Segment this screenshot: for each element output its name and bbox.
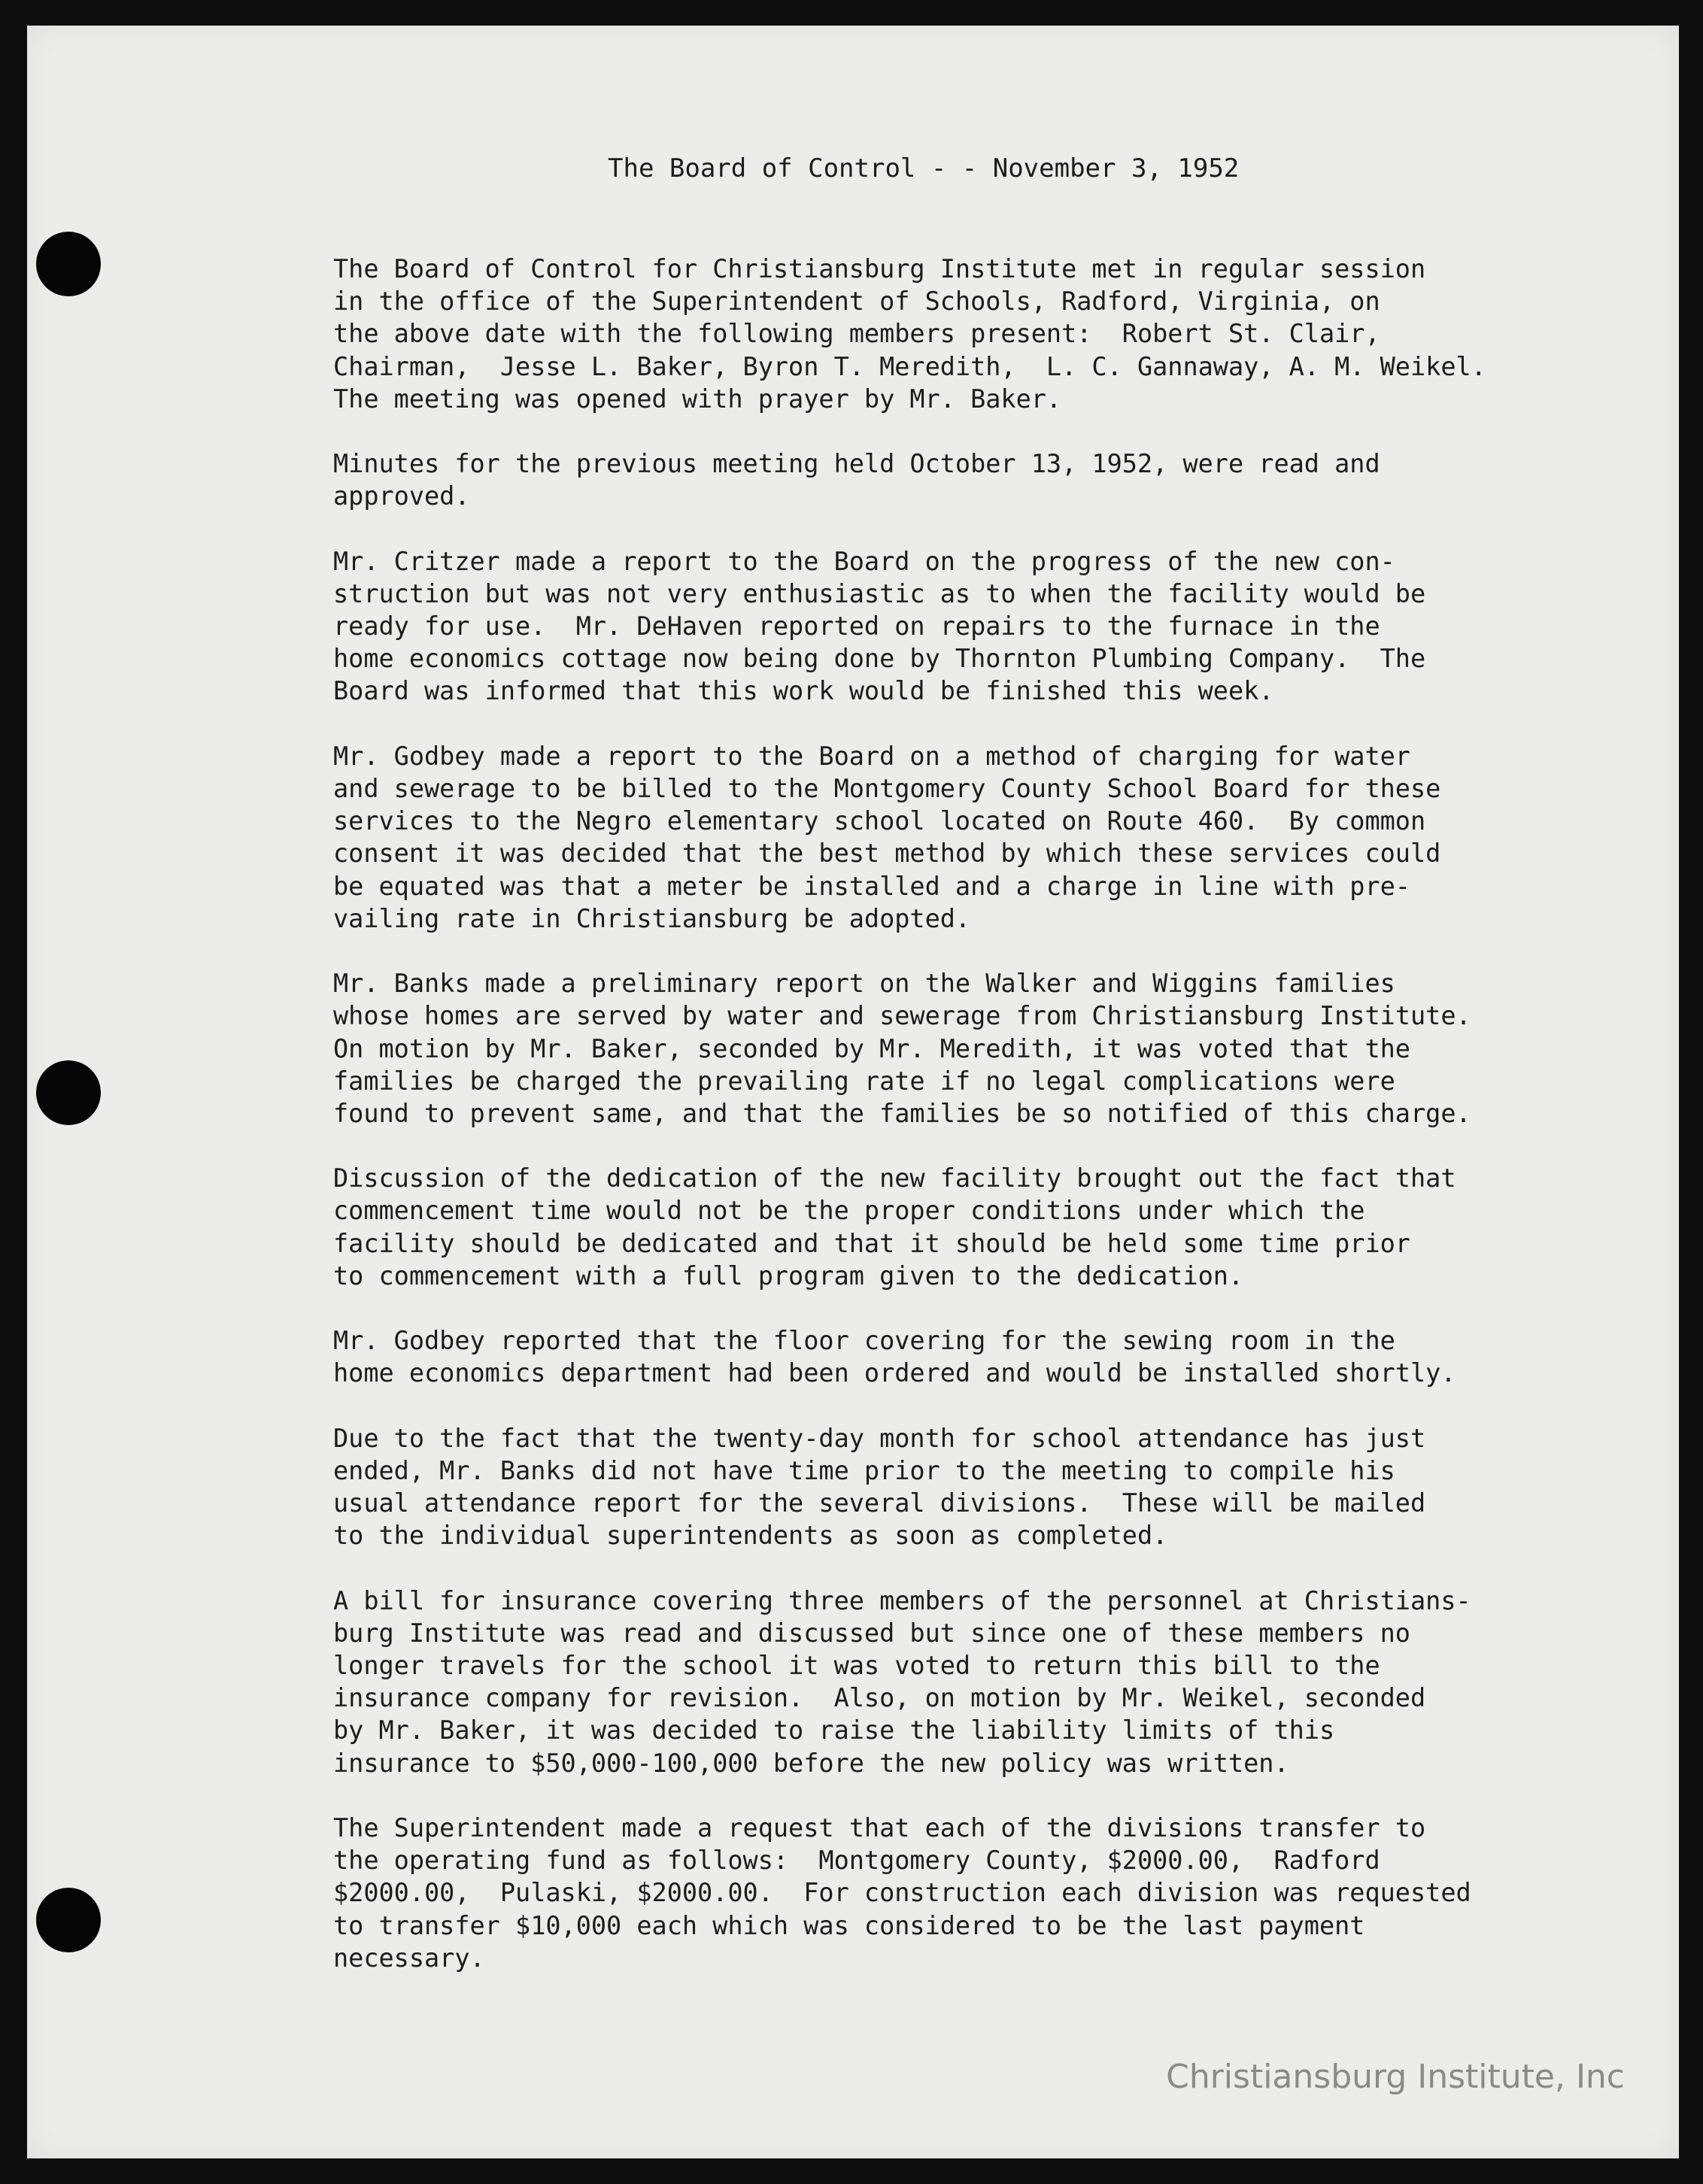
text-line: longer travels for the school it was voted to return this bill to the: [333, 1651, 1380, 1681]
text-line: The Board of Control for Christiansburg Institute met in regular session: [333, 254, 1426, 284]
text-line: Minutes for the previous meeting held October 13, 1952, were read and: [333, 449, 1380, 479]
text-line: ready for use. Mr. DeHaven reported on repairs to the furnace in the: [333, 611, 1380, 642]
text-line: in the office of the Superintendent of Schools, Radford, Virginia, on: [333, 287, 1380, 317]
text-line: Mr. Godbey reported that the floor covering for the sewing room in the: [333, 1326, 1395, 1356]
text-line: be equated was that a meter be installed and a charge in line with pre-: [333, 871, 1410, 901]
text-line: and sewerage to be billed to the Montgomery County School Board for these: [333, 774, 1441, 803]
text-line: whose homes are served by water and sewerage from Christiansburg Institute.: [333, 1001, 1471, 1031]
text-line: Discussion of the dedication of the new facility brought out the fact that: [333, 1163, 1456, 1194]
punch-hole-middle: [36, 1060, 101, 1125]
text-line: approved.: [333, 481, 470, 511]
text-line: A bill for insurance covering three members of the personnel at Christians-: [333, 1585, 1471, 1615]
text-line: commencement time would not be the proper conditions under which the: [333, 1196, 1365, 1226]
punch-hole-top: [36, 232, 101, 296]
text-line: found to prevent same, and that the families be so notified of this charge.: [333, 1098, 1471, 1128]
text-line: The meeting was opened with prayer by Mr. Baker.: [333, 384, 1062, 414]
text-line: struction but was not very enthusiastic as to when the facility would be: [333, 578, 1426, 608]
text-line: the above date with the following members present: Robert St. Clair,: [333, 319, 1380, 349]
text-line: usual attendance report for the several divisions. These will be mailed: [333, 1488, 1426, 1518]
text-line: to transfer $10,000 each which was considered to be the last payment: [333, 1910, 1365, 1940]
text-line: to the individual superintendents as soon as completed.: [333, 1521, 1168, 1551]
text-line: consent it was decided that the best method by which these services could: [333, 839, 1441, 869]
text-line: On motion by Mr. Baker, seconded by Mr. Meredith, it was voted that the: [333, 1033, 1410, 1063]
text-line: Chairman, Jesse L. Baker, Byron T. Meredith, L. C. Gannaway, A. M. Weikel.: [333, 351, 1486, 381]
paragraph: [333, 740, 1567, 935]
text-line: vailing rate in Christiansburg be adopted.: [333, 903, 971, 933]
document-body: [333, 253, 1567, 2007]
paragraph: [333, 253, 1567, 415]
punch-hole-bottom: [36, 1888, 101, 1952]
text-line: by Mr. Baker, it was decided to raise the liability limits of this: [333, 1715, 1335, 1746]
paragraph: [333, 1812, 1567, 1974]
document-title: The Board of Control - - November 3, 1952: [608, 153, 1240, 184]
text-line: facility should be dedicated and that it should be held some time prior: [333, 1228, 1410, 1258]
text-line: home economics cottage now being done by Thornton Plumbing Company. The: [333, 644, 1426, 674]
watermark: Christiansburg Institute, Inc: [1166, 2058, 1625, 2096]
paragraph: [333, 967, 1567, 1130]
text-line: necessary.: [333, 1943, 485, 1973]
paragraph: [333, 1324, 1567, 1389]
text-line: burg Institute was read and discussed but since one of these members no: [333, 1618, 1410, 1648]
text-line: the operating fund as follows: Montgomery County, $2000.00, Radford: [333, 1846, 1380, 1876]
text-line: to commencement with a full program given to the dedication.: [333, 1260, 1244, 1291]
paragraph: [333, 545, 1567, 708]
text-line: Due to the fact that the twenty-day month for school attendance has just: [333, 1423, 1426, 1453]
paragraph: [333, 447, 1567, 512]
text-line: insurance to $50,000-100,000 before the new policy was written.: [333, 1748, 1289, 1778]
text-line: Mr. Critzer made a report to the Board on the progress of the new con-: [333, 546, 1395, 576]
paragraph: [333, 1585, 1567, 1779]
text-line: Board was informed that this work would be finished this week.: [333, 676, 1274, 706]
text-line: insurance company for revision. Also, on motion by Mr. Weikel, seconded: [333, 1683, 1426, 1713]
text-line: families be charged the prevailing rate if no legal complications were: [333, 1066, 1395, 1096]
text-line: services to the Negro elementary school located on Route 460. By common: [333, 806, 1426, 836]
paragraph: [333, 1422, 1567, 1552]
text-line: Mr. Banks made a preliminary report on the Walker and Wiggins families: [333, 969, 1395, 999]
text-line: $2000.00, Pulaski, $2000.00. For construction each division was requested: [333, 1878, 1471, 1908]
text-line: home economics department had been ordered and would be installed shortly.: [333, 1358, 1456, 1388]
text-line: The Superintendent made a request that each of the divisions transfer to: [333, 1813, 1426, 1843]
text-line: Mr. Godbey made a report to the Board on a method of charging for water: [333, 741, 1410, 771]
text-line: ended, Mr. Banks did not have time prior to the meeting to compile his: [333, 1455, 1395, 1485]
paragraph: [333, 1162, 1567, 1292]
